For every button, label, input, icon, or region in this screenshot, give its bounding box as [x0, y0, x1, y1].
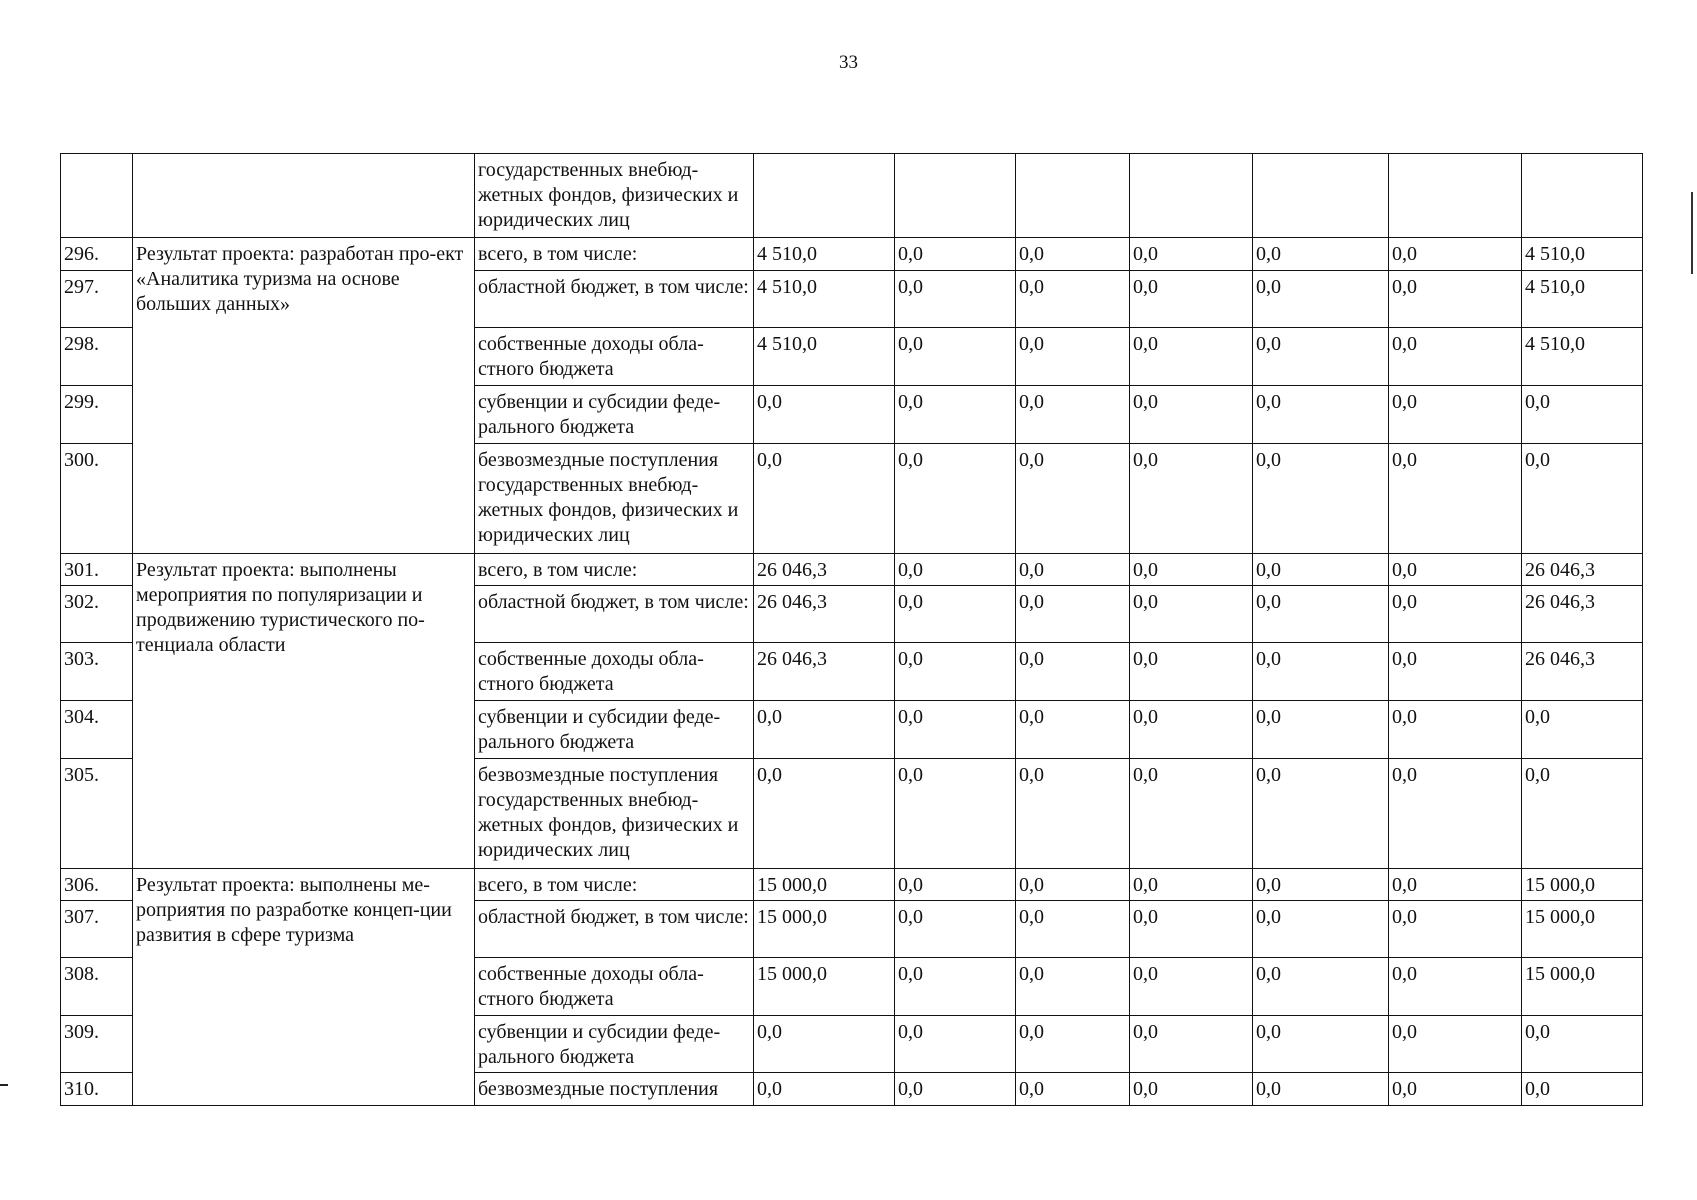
value-cell: 0,0	[754, 701, 895, 759]
value-cell	[754, 154, 895, 238]
row-number-cell: 304.	[61, 701, 133, 759]
value-cell: 0,0	[895, 238, 1016, 271]
value-cell	[1130, 154, 1253, 238]
value-cell: 0,0	[1016, 1073, 1130, 1106]
value-cell	[895, 154, 1016, 238]
value-cell: 0,0	[1016, 238, 1130, 271]
value-cell: 0,0	[1253, 328, 1389, 386]
value-cell: 0,0	[1253, 271, 1389, 328]
budget-table	[60, 153, 1643, 1106]
row-number-cell: 305.	[61, 759, 133, 869]
value-cell: 15 000,0	[1522, 958, 1643, 1016]
value-cell: 0,0	[1522, 444, 1643, 554]
row-number-cell	[61, 154, 133, 238]
value-cell: 0,0	[1389, 643, 1522, 701]
value-cell: 0,0	[754, 386, 895, 444]
value-cell: 0,0	[1016, 701, 1130, 759]
value-cell: 0,0	[1130, 869, 1253, 901]
value-cell: 0,0	[1253, 554, 1389, 586]
row-number-cell: 310.	[61, 1073, 133, 1106]
value-cell: 0,0	[1522, 386, 1643, 444]
value-cell: 0,0	[1016, 328, 1130, 386]
project-result-cell: Результат проекта: выполнены мероприятия по популяризации и продвижению туристического по-тенциала области	[133, 554, 475, 869]
value-cell: 0,0	[1253, 444, 1389, 554]
value-cell: 0,0	[1389, 701, 1522, 759]
value-cell: 26 046,3	[1522, 586, 1643, 643]
value-cell	[1389, 154, 1522, 238]
value-cell: 15 000,0	[754, 958, 895, 1016]
value-cell: 0,0	[895, 586, 1016, 643]
value-cell: 0,0	[1253, 759, 1389, 869]
project-result-cell: Результат проекта: выполнены ме-роприятия по разработке концеп-ции развития в сфере туризма	[133, 869, 475, 1106]
value-cell: 0,0	[1253, 386, 1389, 444]
funding-source-cell: собственные доходы обла-стного бюджета	[475, 958, 754, 1016]
value-cell: 0,0	[1016, 869, 1130, 901]
value-cell: 0,0	[1016, 958, 1130, 1016]
value-cell: 0,0	[895, 328, 1016, 386]
value-cell: 0,0	[1130, 586, 1253, 643]
value-cell: 0,0	[1389, 1073, 1522, 1106]
value-cell: 0,0	[895, 444, 1016, 554]
value-cell	[1253, 154, 1389, 238]
value-cell: 0,0	[1253, 958, 1389, 1016]
value-cell: 0,0	[1522, 759, 1643, 869]
value-cell: 0,0	[1253, 643, 1389, 701]
value-cell: 0,0	[1130, 643, 1253, 701]
scan-margin-mark	[0, 1084, 8, 1086]
value-cell: 0,0	[754, 759, 895, 869]
funding-source-cell: областной бюджет, в том числе:	[475, 586, 754, 643]
value-cell: 0,0	[1389, 554, 1522, 586]
value-cell: 0,0	[754, 1073, 895, 1106]
row-number-cell: 298.	[61, 328, 133, 386]
value-cell: 0,0	[895, 1073, 1016, 1106]
value-cell: 0,0	[1389, 238, 1522, 271]
row-number-cell: 302.	[61, 586, 133, 643]
value-cell: 0,0	[1130, 1016, 1253, 1073]
value-cell: 0,0	[1389, 901, 1522, 958]
value-cell: 0,0	[1253, 1016, 1389, 1073]
value-cell: 0,0	[895, 759, 1016, 869]
value-cell: 0,0	[1389, 869, 1522, 901]
value-cell: 26 046,3	[754, 586, 895, 643]
budget-table-body	[61, 154, 1643, 1106]
value-cell: 0,0	[1016, 444, 1130, 554]
value-cell: 0,0	[1130, 958, 1253, 1016]
value-cell	[1522, 154, 1643, 238]
funding-source-cell: безвозмездные поступления государственных внебюд-жетных фондов, физических и юридических лиц	[475, 444, 754, 554]
funding-source-cell: субвенции и субсидии феде-рального бюджета	[475, 701, 754, 759]
funding-source-cell: всего, в том числе:	[475, 554, 754, 586]
value-cell: 15 000,0	[1522, 901, 1643, 958]
value-cell: 4 510,0	[754, 328, 895, 386]
value-cell: 15 000,0	[754, 901, 895, 958]
value-cell: 0,0	[1016, 586, 1130, 643]
value-cell: 0,0	[1016, 386, 1130, 444]
value-cell: 0,0	[895, 643, 1016, 701]
value-cell: 15 000,0	[1522, 869, 1643, 901]
value-cell: 0,0	[895, 271, 1016, 328]
funding-source-cell: всего, в том числе:	[475, 238, 754, 271]
value-cell: 0,0	[1016, 271, 1130, 328]
value-cell: 15 000,0	[754, 869, 895, 901]
row-number-cell: 299.	[61, 386, 133, 444]
funding-source-cell: областной бюджет, в том числе:	[475, 901, 754, 958]
funding-source-cell: собственные доходы обла-стного бюджета	[475, 643, 754, 701]
value-cell: 0,0	[1130, 701, 1253, 759]
row-number-cell: 307.	[61, 901, 133, 958]
value-cell: 0,0	[1253, 901, 1389, 958]
row-number-cell: 303.	[61, 643, 133, 701]
value-cell	[1016, 154, 1130, 238]
row-number-cell: 301.	[61, 554, 133, 586]
value-cell: 0,0	[1130, 271, 1253, 328]
row-number-cell: 308.	[61, 958, 133, 1016]
value-cell: 4 510,0	[1522, 271, 1643, 328]
value-cell: 0,0	[895, 958, 1016, 1016]
value-cell: 0,0	[1253, 1073, 1389, 1106]
value-cell: 0,0	[754, 444, 895, 554]
table-row	[61, 869, 1643, 901]
funding-source-cell: субвенции и субсидии феде-рального бюджета	[475, 1016, 754, 1073]
row-number-cell: 300.	[61, 444, 133, 554]
value-cell: 26 046,3	[754, 554, 895, 586]
value-cell: 0,0	[895, 701, 1016, 759]
funding-source-cell: безвозмездные поступления государственных внебюд-жетных фондов, физических и юридических лиц	[475, 759, 754, 869]
value-cell: 4 510,0	[1522, 238, 1643, 271]
value-cell: 0,0	[1016, 901, 1130, 958]
funding-source-cell: областной бюджет, в том числе:	[475, 271, 754, 328]
value-cell: 4 510,0	[754, 238, 895, 271]
value-cell: 0,0	[754, 1016, 895, 1073]
value-cell: 0,0	[1389, 271, 1522, 328]
value-cell: 26 046,3	[1522, 643, 1643, 701]
project-result-cell: Результат проекта: разработан про-ект «Аналитика туризма на основе больших данных»	[133, 238, 475, 554]
value-cell: 0,0	[895, 554, 1016, 586]
funding-source-cell: государственных внебюд-жетных фондов, физических и юридических лиц	[475, 154, 754, 238]
value-cell: 0,0	[1130, 901, 1253, 958]
table-row	[61, 554, 1643, 586]
value-cell: 0,0	[895, 386, 1016, 444]
row-number-cell: 306.	[61, 869, 133, 901]
value-cell: 0,0	[1130, 1073, 1253, 1106]
value-cell: 0,0	[1522, 1073, 1643, 1106]
value-cell: 0,0	[1130, 759, 1253, 869]
value-cell: 0,0	[1389, 958, 1522, 1016]
project-result-cell	[133, 154, 475, 238]
value-cell: 0,0	[1016, 759, 1130, 869]
value-cell: 0,0	[895, 869, 1016, 901]
value-cell: 0,0	[1130, 238, 1253, 271]
funding-source-cell: субвенции и субсидии феде-рального бюджета	[475, 386, 754, 444]
page-number: 33	[839, 52, 858, 73]
value-cell: 0,0	[1389, 386, 1522, 444]
value-cell: 0,0	[1253, 238, 1389, 271]
value-cell: 0,0	[1016, 554, 1130, 586]
value-cell: 0,0	[1522, 701, 1643, 759]
value-cell: 26 046,3	[1522, 554, 1643, 586]
value-cell: 0,0	[1253, 701, 1389, 759]
value-cell: 0,0	[1130, 386, 1253, 444]
value-cell: 0,0	[1130, 328, 1253, 386]
value-cell: 0,0	[1016, 1016, 1130, 1073]
value-cell: 0,0	[1522, 1016, 1643, 1073]
funding-source-cell: всего, в том числе:	[475, 869, 754, 901]
value-cell: 0,0	[1389, 1016, 1522, 1073]
value-cell: 4 510,0	[754, 271, 895, 328]
value-cell: 0,0	[1253, 586, 1389, 643]
value-cell: 0,0	[1016, 643, 1130, 701]
table-row	[61, 238, 1643, 271]
value-cell: 4 510,0	[1522, 328, 1643, 386]
value-cell: 0,0	[1253, 869, 1389, 901]
value-cell: 0,0	[895, 901, 1016, 958]
value-cell: 0,0	[1389, 586, 1522, 643]
row-number-cell: 309.	[61, 1016, 133, 1073]
value-cell: 0,0	[1389, 328, 1522, 386]
scan-edge-mark	[1691, 192, 1697, 274]
value-cell: 0,0	[1389, 759, 1522, 869]
row-number-cell: 297.	[61, 271, 133, 328]
value-cell: 0,0	[1130, 444, 1253, 554]
value-cell: 26 046,3	[754, 643, 895, 701]
table-row	[61, 154, 1643, 238]
value-cell: 0,0	[1389, 444, 1522, 554]
funding-source-cell: безвозмездные поступления	[475, 1073, 754, 1106]
row-number-cell: 296.	[61, 238, 133, 271]
value-cell: 0,0	[1130, 554, 1253, 586]
funding-source-cell: собственные доходы обла-стного бюджета	[475, 328, 754, 386]
value-cell: 0,0	[895, 1016, 1016, 1073]
